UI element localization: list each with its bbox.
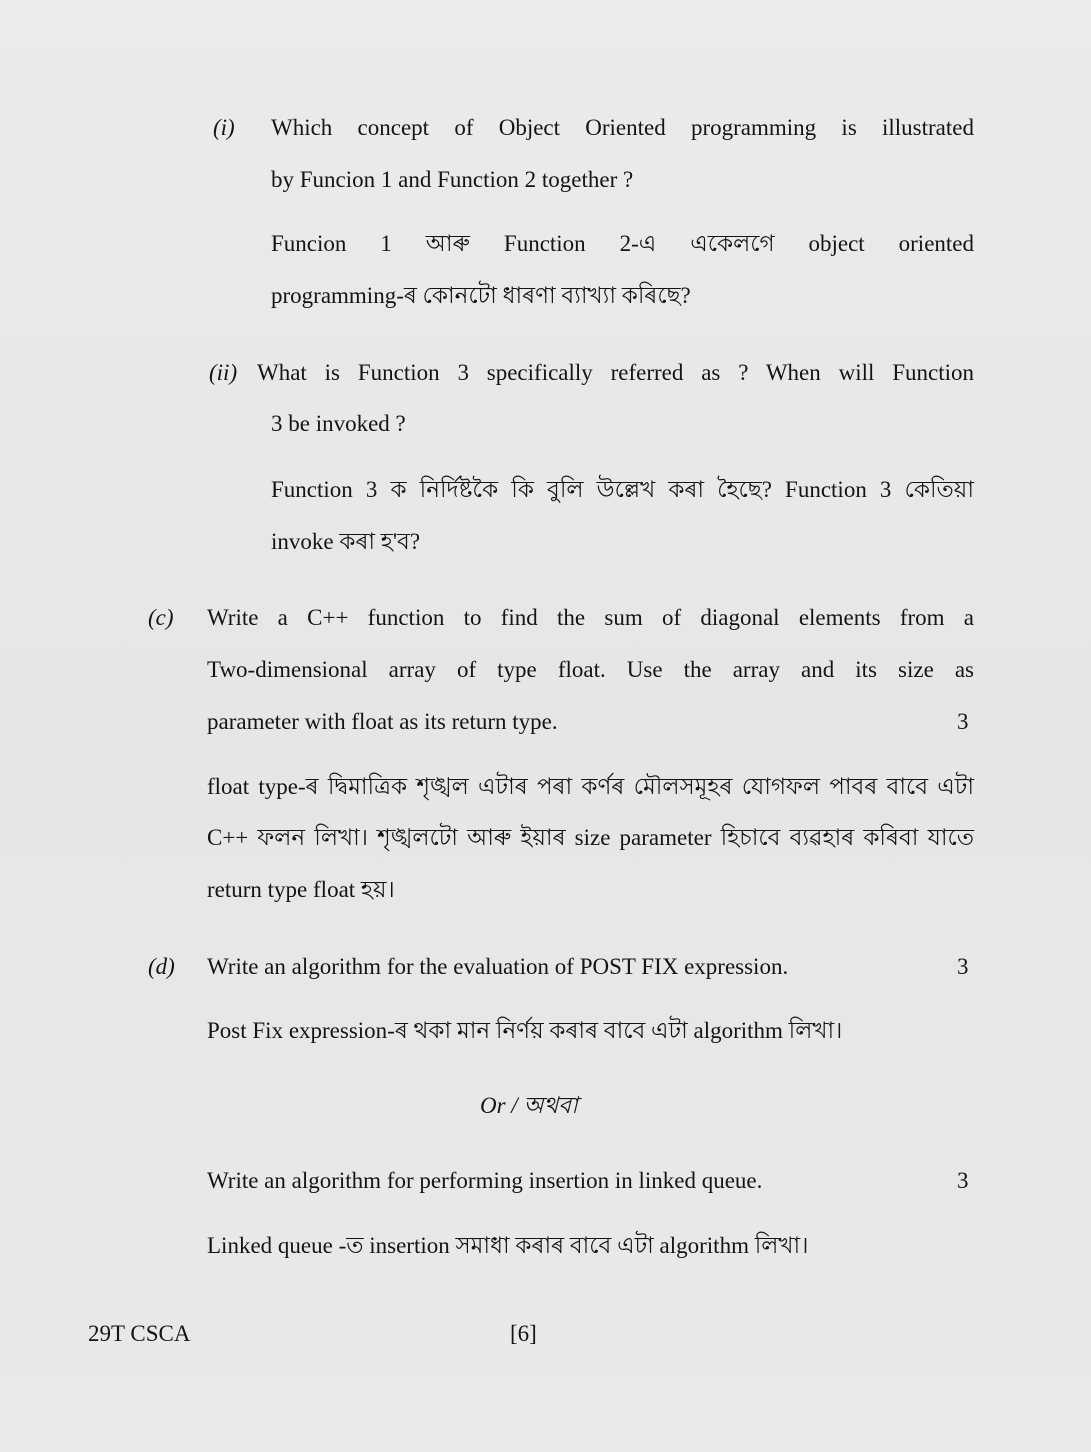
- item-ii-assamese-line-2: invoke কৰা হ'ব?: [271, 529, 421, 554]
- item-c-assamese-line-3: return type float হয়।: [207, 877, 395, 902]
- item-i-assamese-line-1: Funcion 1 আৰু Function 2-এ একেলগে object oriented: [271, 231, 974, 256]
- item-c-assamese-line-1: float type-ৰ দ্বিমাত্ৰিক শৃঙ্খল এটাৰ পৰা কৰ্ণৰ মৌলসমূহৰ যোগফল পাবৰ বাবে এটা: [207, 774, 974, 799]
- item-d-alt-question-line-1: Write an algorithm for performing insertion in linked queue.: [207, 1168, 763, 1193]
- item-ii-assamese-line-1: Function 3 ক নিৰ্দিষ্টকৈ কি বুলি উল্লেখ কৰা হৈছে? Function 3 কেতিয়া: [271, 477, 974, 502]
- item-c-question-line-2: Two-dimensional array of type float. Use the array and its size as: [207, 657, 974, 682]
- paper-code: 29T CSCA: [88, 1321, 191, 1346]
- item-label-ii: (ii): [209, 360, 238, 385]
- item-c-marks: 3: [957, 709, 969, 734]
- item-ii-question-line-1: What is Function 3 specifically referred as ? When will Function: [257, 360, 974, 385]
- item-d-question-line-1: Write an algorithm for the evaluation of POST FIX expression.: [207, 954, 789, 979]
- item-i-assamese-line-2: programming-ৰ কোনটো ধাৰণা ব্যাখ্যা কৰিছে?: [271, 283, 691, 308]
- item-c-assamese-line-2: C++ ফলন লিখা। শৃঙ্খলটো আৰু ইয়াৰ size parameter হিচাবে ব্যৱহাৰ কৰিবা যাতে: [207, 825, 974, 850]
- item-label-c: (c): [148, 605, 174, 630]
- item-d-marks: 3: [957, 954, 969, 979]
- item-ii-question-line-2: 3 be invoked ?: [271, 411, 406, 436]
- item-d-alt-assamese-line-1: Linked queue -ত insertion সমাধা কৰাৰ বাবে এটা algorithm লিখা।: [207, 1233, 809, 1258]
- item-i-question-line-2: by Funcion 1 and Function 2 together ?: [271, 167, 634, 192]
- item-label-i: (i): [213, 115, 235, 140]
- item-i-question-line-1: Which concept of Object Oriented programming is illustrated: [271, 115, 974, 140]
- or-separator: Or / অথবা: [480, 1093, 578, 1118]
- item-c-question-line-1: Write a C++ function to find the sum of diagonal elements from a: [207, 605, 974, 630]
- item-label-d: (d): [148, 954, 175, 979]
- item-c-question-line-3: parameter with float as its return type.: [207, 709, 558, 734]
- page-number: [6]: [510, 1321, 537, 1346]
- item-d-assamese-line-1: Post Fix expression-ৰ থকা মান নিৰ্ণয় কৰাৰ বাবে এটা algorithm লিখা।: [207, 1018, 843, 1043]
- item-d-alt-marks: 3: [957, 1168, 969, 1193]
